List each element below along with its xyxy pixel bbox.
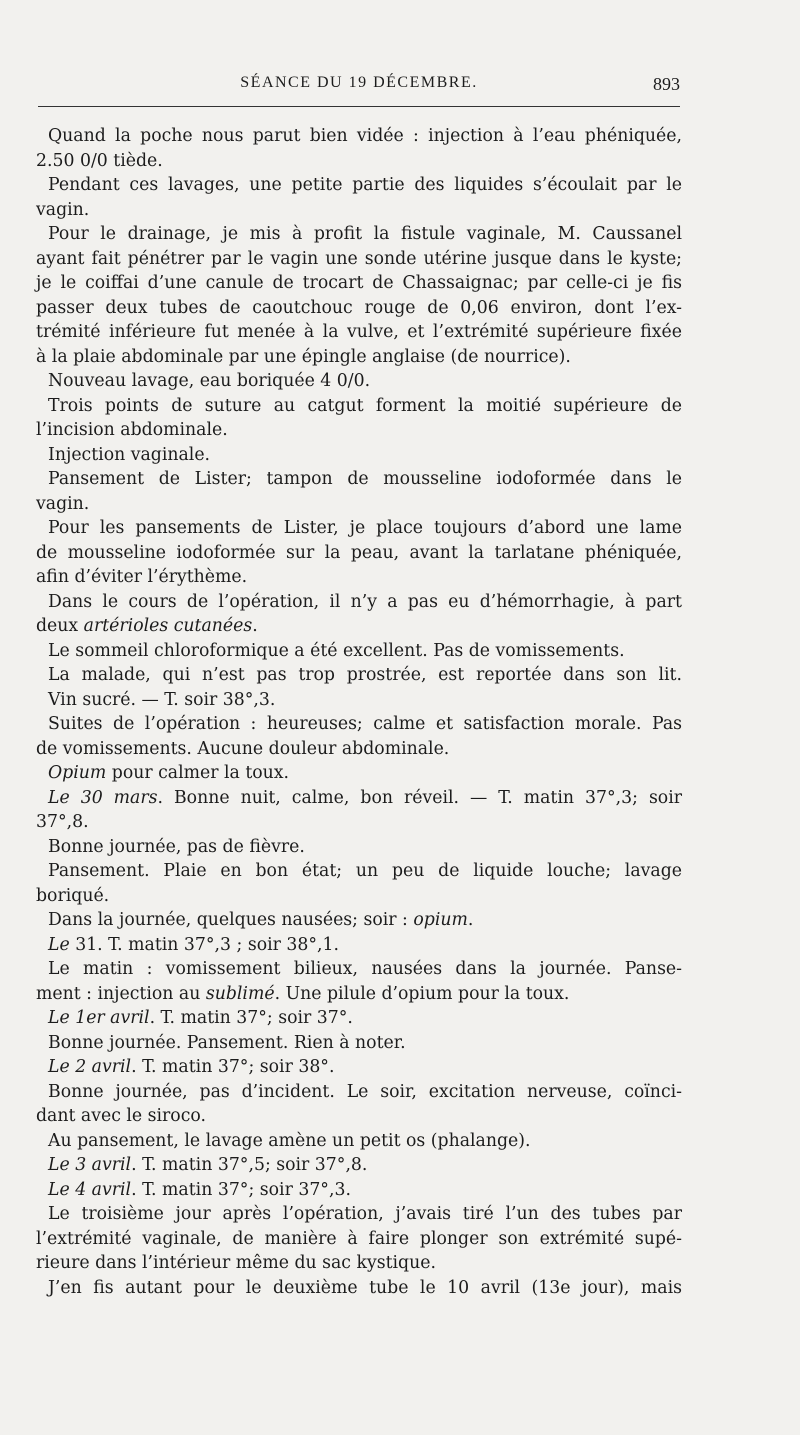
text-line — [36, 590, 682, 615]
italic-text-run: Le 1er avril — [48, 1008, 150, 1028]
text-run: dant avec le siroco. — [36, 1106, 206, 1126]
text-run: Au pansement, le lavage amène un petit os (phalange). — [48, 1130, 531, 1151]
text-line — [36, 1202, 682, 1227]
text-run: Injection vaginale. — [48, 444, 211, 465]
header-rule — [38, 106, 680, 107]
text-run: Nouveau lavage, eau boriquée 4 0/0. — [48, 371, 371, 391]
text-run: Vin sucré. — T. soir 38°,3. — [48, 689, 276, 710]
text-run: de vomissements. Aucune douleur abdominale. — [36, 738, 450, 759]
text-line — [36, 1276, 682, 1301]
text-run: . T. matin 37°; soir 38°. — [131, 1057, 335, 1077]
italic-text-run: Opium — [48, 763, 107, 783]
text-line — [36, 124, 682, 149]
text-line — [36, 663, 682, 688]
text-run: Pansement de Lister; tampon de mousseline iodoformée dans le — [48, 469, 682, 489]
text-run: Dans la journée, quelques nausées; soir : — [48, 910, 414, 930]
text-line — [36, 614, 682, 639]
italic-text-run: Le 3 avril — [48, 1155, 132, 1175]
text-line — [36, 149, 682, 174]
italic-text-run: artérioles cutanées — [83, 616, 253, 636]
text-run: deux — [36, 616, 84, 636]
text-run: vagin. — [36, 199, 90, 220]
text-run: Bonne journée. Pansement. Rien à noter. — [48, 1032, 406, 1053]
text-run: Pour les pansements de Lister, je place toujours d’abord une lame — [48, 518, 682, 538]
text-line — [36, 1031, 682, 1056]
text-run: ment : injection au — [36, 983, 206, 1004]
text-line — [36, 884, 682, 909]
text-line — [36, 198, 682, 223]
text-run: Bonne journée, pas d’incident. Le soir, excitation nerveuse, coïnci- — [48, 1081, 682, 1102]
text-line — [36, 467, 682, 492]
italic-text-run: Le 30 mars — [48, 787, 158, 808]
italic-text-run: sublimé — [205, 983, 275, 1004]
italic-text-run: Le 4 avril — [48, 1179, 132, 1200]
text-line — [36, 835, 682, 860]
text-run: J’en fis autant pour le deuxième tube le 10 avril (13e jour), mais — [48, 1277, 682, 1298]
text-line — [36, 933, 682, 958]
text-line — [36, 1055, 682, 1080]
text-run: . T. matin 37°,5; soir 37°,8. — [131, 1155, 368, 1175]
italic-text-run: Le 2 avril — [48, 1057, 132, 1077]
text-run: l’incision abdominale. — [36, 420, 228, 440]
text-line — [36, 418, 682, 443]
italic-text-run: opium — [413, 910, 468, 930]
text-run: . Bonne nuit, calme, bon réveil. — T. matin 37°,3; soir — [157, 787, 683, 808]
text-line — [36, 1129, 682, 1154]
text-line — [36, 982, 682, 1007]
text-line — [36, 761, 682, 786]
text-line — [36, 688, 682, 713]
text-line — [36, 516, 682, 541]
text-run: à la plaie abdominale par une épingle anglaise (de nourrice). — [36, 346, 571, 367]
text-run: Bonne journée, pas de fièvre. — [48, 836, 305, 857]
text-line — [36, 1178, 682, 1203]
page-header — [36, 74, 682, 98]
running-head: SÉANCE DU 19 DÉCEMBRE. — [240, 74, 478, 91]
text-run: Le troisième jour après l’opération, j’avais tiré l’un des tubes par — [48, 1204, 682, 1224]
text-run: boriqué. — [36, 885, 110, 906]
text-line — [36, 173, 682, 198]
text-line — [36, 786, 682, 811]
text-line — [36, 369, 682, 394]
text-run: afin d’éviter l’érythème. — [36, 567, 248, 587]
text-line — [36, 345, 682, 370]
text-run: . T. matin 37°; soir 37°. — [149, 1008, 353, 1028]
text-run: 37°,8. — [36, 812, 89, 832]
text-line — [36, 859, 682, 884]
text-run: 31. T. matin 37°,3 ; soir 38°,1. — [69, 934, 340, 955]
text-line — [36, 247, 682, 272]
text-run: Le matin : vomissement bilieux, nausées dans la journée. Panse- — [48, 959, 682, 979]
text-line — [36, 908, 682, 933]
body-text — [36, 124, 682, 1300]
text-run: . — [467, 910, 474, 930]
text-run: Pour le drainage, je mis à profit la fistule vaginale, M. Caussanel — [48, 224, 682, 244]
text-run: La malade, qui n’est pas trop prostrée, est reportée dans son lit. — [48, 665, 682, 685]
text-run: ayant fait pénétrer par le vagin une sonde utérine jusque dans le kyste; — [36, 248, 682, 269]
text-run: 2.50 0/0 tiède. — [36, 150, 163, 171]
text-line — [36, 639, 682, 664]
text-line — [36, 492, 682, 517]
text-line — [36, 443, 682, 468]
text-run: l’extrémité vaginale, de manière à faire plonger son extrémité supé- — [36, 1228, 682, 1249]
text-run: Trois points de suture au catgut forment la moitié supérieure de — [48, 395, 682, 416]
text-run: Dans le cours de l’opération, il n’y a pas eu d’hémorrhagie, à part — [48, 591, 682, 612]
text-line — [36, 737, 682, 762]
text-line — [36, 565, 682, 590]
text-line — [36, 1227, 682, 1252]
text-line — [36, 810, 682, 835]
text-line — [36, 394, 682, 419]
italic-text-run: Le — [48, 934, 70, 955]
text-run: je le coiffai d’une canule de trocart de Chassaignac; par celle-ci je fis — [36, 273, 682, 293]
text-line — [36, 957, 682, 982]
text-run: rieure dans l’intérieur même du sac kystique. — [36, 1253, 436, 1273]
text-run: vagin. — [36, 493, 90, 514]
text-run: . T. matin 37°; soir 37°,3. — [131, 1179, 351, 1200]
text-line — [36, 712, 682, 737]
text-line — [36, 1080, 682, 1105]
text-line — [36, 1006, 682, 1031]
page-number: 893 — [653, 74, 680, 94]
text-run: Quand la poche nous parut bien vidée : injection à l’eau phéniquée, — [48, 126, 682, 146]
text-line — [36, 1251, 682, 1276]
text-line — [36, 296, 682, 321]
text-line — [36, 1153, 682, 1178]
text-run: de mousseline iodoformée sur la peau, avant la tarlatane phéniquée, — [36, 542, 682, 563]
text-line — [36, 541, 682, 566]
text-run: Suites de l’opération : heureuses; calme et satisfaction morale. Pas — [48, 714, 682, 734]
text-line — [36, 271, 682, 296]
text-run: Pendant ces lavages, une petite partie des liquides s’écoulait par le — [48, 175, 682, 195]
text-run: passer deux tubes de caoutchouc rouge de 0,06 environ, dont l’ex- — [36, 297, 682, 318]
text-run: pour calmer la toux. — [106, 763, 290, 783]
text-run: Pansement. Plaie en bon état; un peu de liquide louche; lavage — [48, 861, 682, 881]
text-line — [36, 320, 682, 345]
text-run: . Une pilule d’opium pour la toux. — [274, 983, 570, 1004]
text-run: Le sommeil chloroformique a été excellent. Pas de vomissements. — [48, 640, 625, 661]
text-line — [36, 1104, 682, 1129]
text-run: trémité inférieure fut menée à la vulve, et l’extrémité supérieure fixée — [36, 322, 682, 342]
text-line — [36, 222, 682, 247]
text-run: . — [252, 616, 258, 636]
